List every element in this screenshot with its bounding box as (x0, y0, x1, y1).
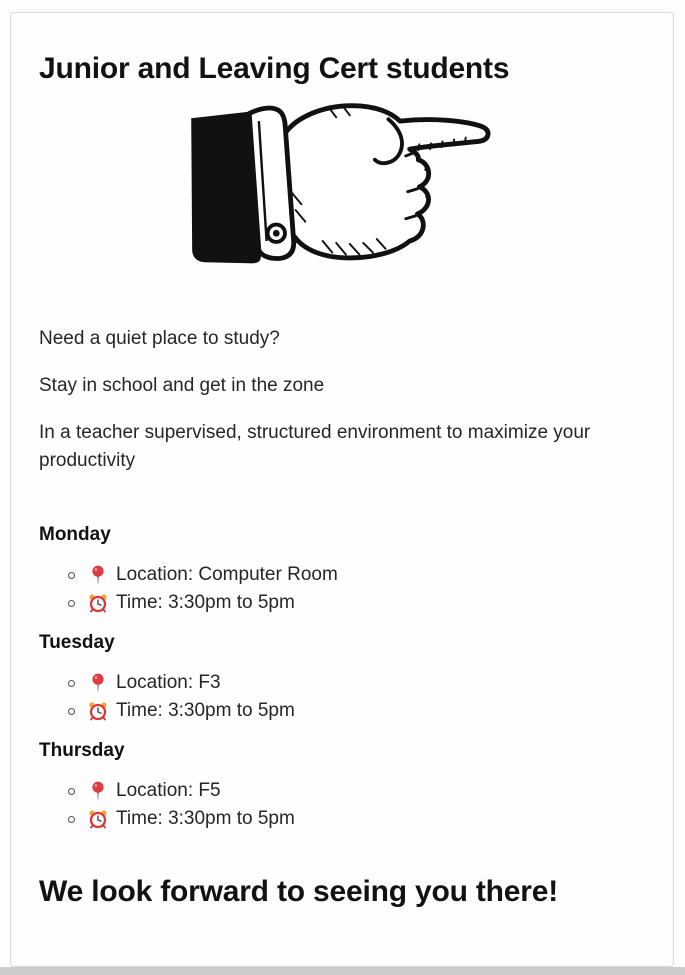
pointing-hand-svg (187, 96, 497, 270)
thursday-time-item (68, 805, 645, 833)
intro-line-1: Need a quiet place to study? (39, 328, 280, 349)
round-pushpin-icon (88, 565, 108, 585)
location-text: Location: F5 (116, 780, 221, 801)
time-text: Time: 3:30pm to 5pm (116, 808, 295, 829)
list-bullet (68, 816, 75, 823)
alarm-clock-icon (88, 701, 108, 721)
tuesday-location-item (68, 669, 645, 697)
alarm-clock-icon (88, 593, 108, 613)
list-bullet (68, 680, 75, 687)
round-pushpin-icon (88, 673, 108, 693)
monday-location-item (68, 561, 645, 589)
time-text: Time: 3:30pm to 5pm (116, 592, 295, 613)
pointing-hand-illustration (187, 96, 497, 270)
tuesday-list (39, 669, 645, 725)
list-bullet (68, 600, 75, 607)
list-bullet (68, 708, 75, 715)
flyer-page-card (10, 12, 674, 967)
closing-title: We look forward to seeing you there! (39, 875, 558, 908)
day-heading-thursday: Thursday (39, 740, 125, 761)
page-title: Junior and Leaving Cert students (39, 52, 510, 85)
time-text: Time: 3:30pm to 5pm (116, 700, 295, 721)
intro-paragraphs (39, 325, 645, 475)
list-bullet (68, 788, 75, 795)
monday-time-item (68, 589, 645, 617)
thursday-location-item (68, 777, 645, 805)
day-heading-monday: Monday (39, 524, 111, 545)
location-text: Location: F3 (116, 672, 221, 693)
thursday-list (39, 777, 645, 833)
day-heading-tuesday: Tuesday (39, 632, 115, 653)
bottom-edge-bar (0, 967, 685, 975)
intro-line-2: Stay in school and get in the zone (39, 375, 325, 396)
round-pushpin-icon (88, 781, 108, 801)
location-text: Location: Computer Room (116, 564, 338, 585)
list-bullet (68, 572, 75, 579)
schedule-section (39, 524, 645, 833)
alarm-clock-icon (88, 809, 108, 829)
intro-line-3: In a teacher supervised, structured environment to maximize your productivity (39, 422, 591, 471)
monday-list (39, 561, 645, 617)
tuesday-time-item (68, 697, 645, 725)
